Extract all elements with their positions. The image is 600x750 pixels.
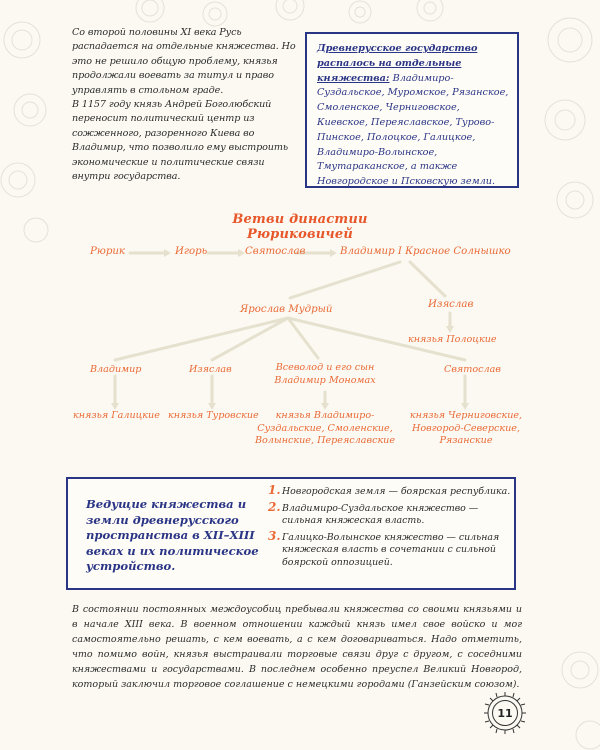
node-svyatoslav-2: Святослав [444, 364, 501, 375]
branch-galician: князья Галицкие [73, 410, 160, 421]
principalities-list: Владимиро-Суздальское, Муромское, Рязанское, Смоленское, Черниговское, Киевское, Переяславское, Турово-Пинское, Полоцкое, Галицкое, Владимиро-Волынское, Тмутараканское, а также Новгородское и Псковскую земли. [317, 72, 509, 188]
outro-text [72, 603, 522, 692]
list-item-number: 1. [268, 483, 281, 497]
dynasty-tree-title: Ветви династии Рюриковичей [232, 212, 368, 242]
list-item-number: 2. [268, 499, 281, 514]
node-rurik: Рюрик [90, 246, 125, 257]
outro-paragraph: В состоянии постоянных междоусобиц пребывали княжества со своими князьями и в начале XIII века. В военном отношении каждый князь имел свое войско и мог самостоятельно решать, с кем воевать, а с кем договариваться. Надо отметить, что помимо войн, князья выстраивали торговые связи друг с другом, с соседними княжествами и государствами. В последнем особенно преуспел Великий Новгород, который заключил торговое соглашение с немецкими городами (Ганзейским союзом). [72, 604, 522, 690]
list-item-text: Владимиро-Суздальское княжество — сильная княжеская власть. [282, 502, 479, 527]
leading-principalities-list [268, 483, 512, 574]
branch-monomakh: князья Владимиро- Суздальские, Смоленские, Волынские, Переяславские [254, 410, 396, 447]
list-item-text: Новгородская земля — боярская республика. [282, 486, 511, 497]
principalities-lead: Древнерусское государство распалось на отдельные княжества: [317, 43, 478, 84]
node-izyaslav-polotsk: Изяслав [428, 299, 474, 310]
intro-paragraph-1: Со второй половины XI века Русь распадается на отдельные княжества. Но это не решило общую проблему, князья продолжали воевать за титул и право управлять в стольном граде. [72, 27, 296, 96]
node-vladimir: Владимир [90, 364, 142, 375]
node-yaroslav: Ярослав Мудрый [240, 304, 333, 315]
page-number-badge [482, 690, 528, 736]
node-vsevolod: Всеволод и его сын Владимир Мономах [274, 362, 376, 386]
page-number: 11 [492, 700, 518, 726]
node-polotsk-princes: князья Полоцкие [408, 334, 497, 345]
node-igor: Игорь [175, 246, 208, 257]
branch-turov: князья Туровские [168, 410, 259, 421]
list-item [268, 483, 512, 499]
list-item-text: Галицко-Волынское княжество — сильная княжеская власть в сочетании с сильной боярской оппозицией. [282, 531, 500, 568]
intro-paragraph-2: В 1157 году князь Андрей Боголюбский переносит политический центр из сожженного, разоренного Киева во Владимир, что позволило ему выстроить экономические и политические связи внутри государства. [72, 99, 289, 183]
branch-chernigov: князья Черниговские, Новгород-Северские, Рязанские [409, 410, 523, 447]
node-izyaslav: Изяслав [189, 364, 232, 375]
list-item [268, 499, 512, 528]
node-svyatoslav: Святослав [245, 246, 306, 257]
node-vladimir-i: Владимир I Красное Солнышко [340, 246, 511, 257]
list-item [268, 528, 512, 570]
list-item-number: 3. [268, 528, 281, 543]
leading-principalities-title: Ведущие княжества и земли древнерусского пространства в XII–XIII веках и их политическое устройство. [86, 497, 259, 574]
